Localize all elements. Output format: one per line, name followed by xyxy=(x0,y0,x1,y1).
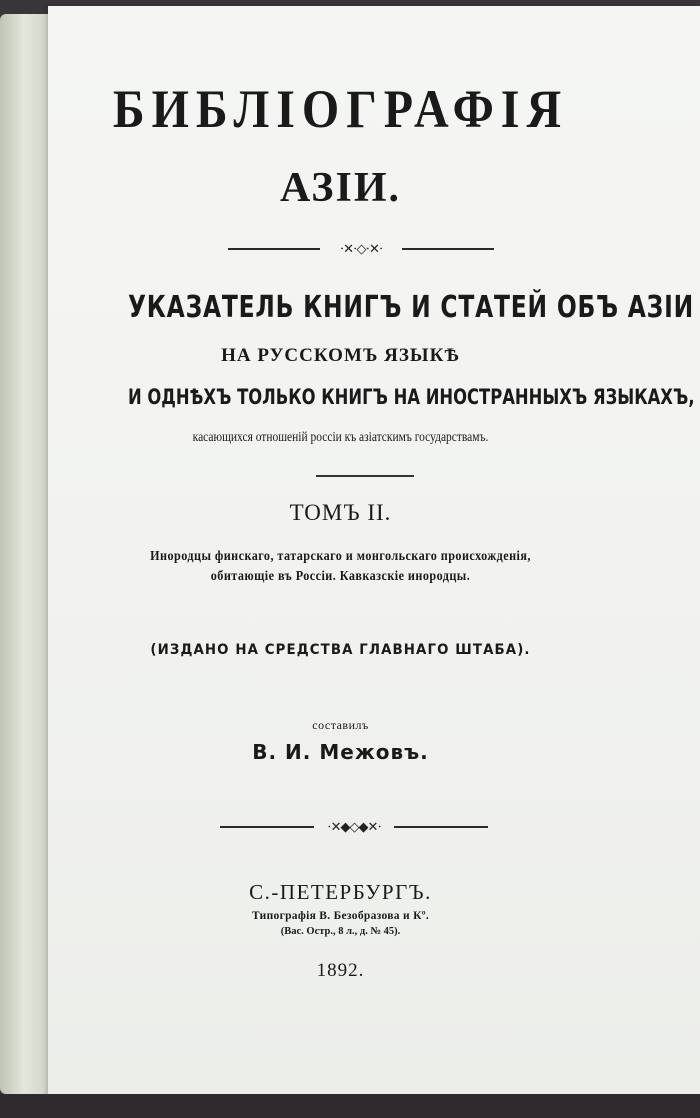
heading-index: УКАЗАТЕЛЬ КНИГЪ И СТАТЕЙ ОБЪ АЗІИ xyxy=(127,290,694,325)
publication-note: (ИЗДАНО НА СРЕДСТВА ГЛАВНАГО ШТАБА). xyxy=(150,642,531,658)
imprint-city: С.-ПЕТЕРБУРГЪ. xyxy=(249,880,432,904)
imprint-printer: Типографія В. Безобразова и Кº. xyxy=(252,910,429,922)
ornament-divider-bottom: ⋅✕◆◇◆✕⋅ xyxy=(220,820,488,834)
ornament-divider-top: ⋅✕⋅◇⋅✕⋅ xyxy=(228,242,494,256)
book-title: БИБЛІОГРАФІЯ xyxy=(112,79,569,140)
compiler-label: составилъ xyxy=(312,718,369,732)
imprint-year: 1892. xyxy=(316,960,365,981)
imprint-address: (Вас. Остр., 8 л., д. № 45). xyxy=(280,926,401,937)
volume-description-2: обитающіе въ Россіи. Кавказскіе инородцы. xyxy=(210,568,471,583)
background-surface xyxy=(0,1094,700,1118)
line-russian-language: НА РУССКОМЪ ЯЗЫКѢ xyxy=(221,345,460,366)
short-rule xyxy=(316,475,414,477)
volume-label: ТОМЪ II. xyxy=(289,500,392,525)
line-relations: касающихся отношеній россіи къ азіатскимъ государствамъ. xyxy=(192,430,489,445)
author-name: В. И. Межовъ. xyxy=(252,740,429,764)
book-subtitle: АЗІИ. xyxy=(280,165,401,211)
volume-description-1: Инородцы финскаго, татарскаго и монгольскаго происхожденія, xyxy=(150,548,531,563)
line-foreign-books: И ОДНѢХЪ ТОЛЬКО КНИГЪ НА ИНОСТРАННЫХЪ ЯЗЫКАХЪ, xyxy=(127,385,695,409)
